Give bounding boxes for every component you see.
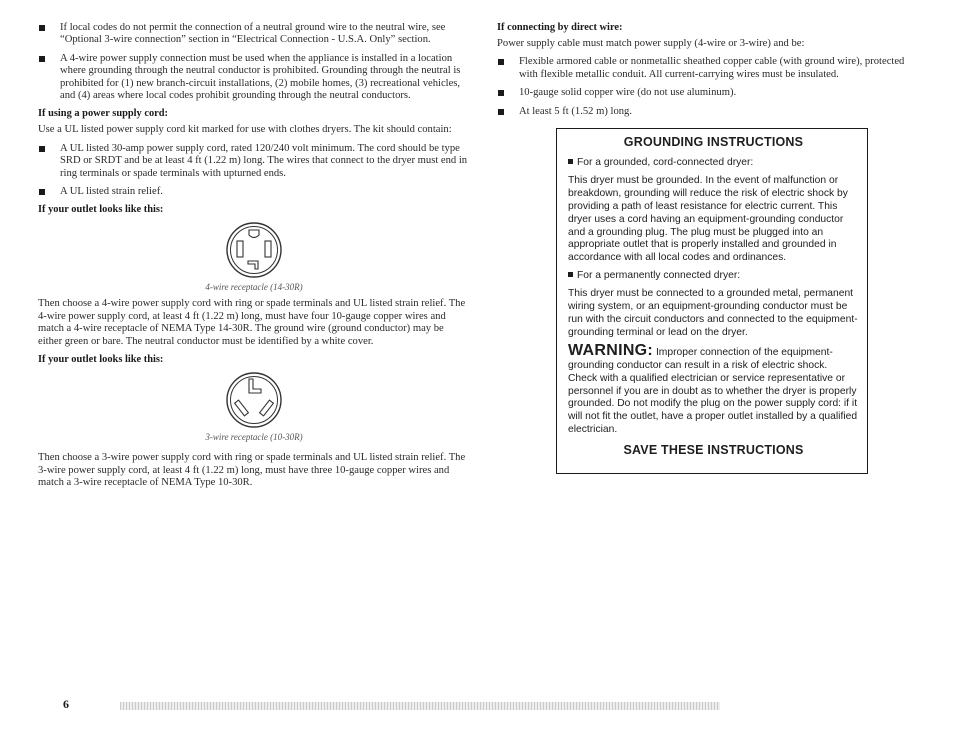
page-number: 6: [63, 697, 69, 711]
grounding-instructions-box: [556, 128, 868, 474]
figure-caption: 3-wire receptacle (10-30R): [205, 432, 303, 443]
bullet-square: [39, 56, 45, 62]
bullet-4wire-required: [38, 53, 470, 103]
para-3wire: Then choose a 3-wire power supply cord with ring or spade terminals and UL listed strain relief. The 3-wire power supply cord, at least 4 ft (1.22 m) long, must have three 10-gauge copper wires and match a 3-wire receptacle of NEMA Type 10-30R.: [38, 452, 466, 488]
grounding-title: GROUNDING INSTRUCTIONS: [623, 135, 804, 149]
left-column: [38, 22, 470, 495]
right-column: [497, 22, 915, 124]
bullet-text: A 4-wire power supply connection must be used when the appliance is installed in a location where grounding through the neutral conductor is prohibited. Grounding through the neutral is prohibited for (1) new branch-circuit installations, (2) mobile homes, (3) recreational vehicles, and (4) areas where local codes prohibit grounding through the neutral conductors.: [60, 52, 461, 102]
cord-connected-label-text: For a grounded, cord-connected dryer:: [577, 157, 754, 168]
footer-rule: [120, 702, 720, 710]
bullet-text: If local codes do not permit the connection of a neutral ground wire to the neutral wire, see “Optional 3-wire connection” section in “Electrical Connection - U.S.A. Only” section.: [60, 22, 446, 46]
cord-connected-text: This dryer must be grounded. In the event of malfunction or breakdown, grounding will reduce the risk of electric shock by providing a path of least resistance for electric current. This dryer uses a cord having an equipment-grounding conductor and a grounding plug. The plug must be plugged into an appropriate outlet that is properly installed and grounded in accordance with all local codes and ordinances.: [568, 174, 848, 264]
bullet-cord-rating: [38, 143, 470, 180]
bullet-square: [568, 272, 573, 277]
direct-wire-heading: If connecting by direct wire:: [497, 22, 623, 33]
outlet-heading-4wire: If your outlet looks like this:: [38, 204, 164, 216]
figure-4wire: [38, 220, 470, 292]
receptacle-3wire-icon: [224, 370, 284, 430]
bullet-text: Flexible armored cable or nonmetallic sheathed copper cable (with ground wire), protected with flexible metallic conduit. All current-carrying wires must be insulated.: [519, 56, 905, 80]
permanent-label: [568, 270, 859, 283]
bullet-neutral-ground: [38, 22, 470, 47]
bullet-square: [498, 59, 504, 65]
bullet-square: [39, 189, 45, 195]
bullet-length: [497, 106, 915, 118]
warning-label: WARNING:: [568, 341, 654, 359]
outlet-heading-3wire: If your outlet looks like this:: [38, 354, 164, 366]
permanent-text: This dryer must be connected to a grounded metal, permanent wiring system, or an equipment-grounding conductor must be run with the circuit conductors and connected to the equipment-grounding terminal or lead on the dryer.: [568, 288, 858, 338]
save-instructions: SAVE THESE INSTRUCTIONS: [623, 443, 804, 458]
bullet-10-gauge: [497, 87, 915, 99]
bullet-strain-relief: [38, 186, 470, 198]
figure-caption: 4-wire receptacle (14-30R): [205, 282, 303, 293]
cord-intro: Use a UL listed power supply cord kit marked for use with clothes dryers. The kit should contain:: [38, 124, 452, 136]
bullet-square: [39, 146, 45, 152]
cord-heading: If using a power supply cord:: [38, 108, 169, 120]
figure-3wire: [38, 370, 470, 442]
receptacle-4wire-icon: [224, 220, 284, 280]
bullet-square: [39, 25, 45, 31]
bullet-square: [498, 90, 504, 96]
bullet-square: [498, 109, 504, 115]
warning-text: Improper connection of the equipment-grounding conductor can result in a risk of electric shock. Check with a qualified electrician or service representative or personnel if you are in doubt as to whether the dryer is properly grounded. Do not modify the plug on the power supply cord: if it will not fit the outlet, have a proper outlet installed by a qualified electrician.: [568, 346, 858, 436]
direct-wire-intro: Power supply cable must match power supply (4-wire or 3-wire) and be:: [497, 38, 805, 49]
bullet-text: A UL listed 30-amp power supply cord, rated 120/240 volt minimum. The cord should be type SRD or SRDT and be at least 4 ft (1.22 m) long. The wires that connect to the dryer must end in ring terminals or spade terminals with upturned ends.: [60, 142, 468, 179]
warning-paragraph: [568, 341, 859, 437]
bullet-text: At least 5 ft (1.52 m) long.: [519, 105, 632, 117]
bullet-text: A UL listed strain relief.: [60, 186, 163, 198]
cord-connected-label: [568, 157, 859, 170]
bullet-flexible-cable: [497, 56, 915, 81]
bullet-square: [568, 159, 573, 164]
para-4wire: Then choose a 4-wire power supply cord with ring or spade terminals and UL listed strain relief. The 4-wire power supply cord, at least 4 ft (1.22 m) long, must have four 10-gauge copper wires and match a 4-wire receptacle of NEMA Type 14-30R. The ground wire (ground conductor) may be either green or bare. The neutral conductor must be identified by a white cover.: [38, 298, 466, 347]
permanent-label-text: For a permanently connected dryer:: [577, 270, 741, 282]
bullet-text: 10-gauge solid copper wire (do not use aluminum).: [519, 87, 737, 99]
